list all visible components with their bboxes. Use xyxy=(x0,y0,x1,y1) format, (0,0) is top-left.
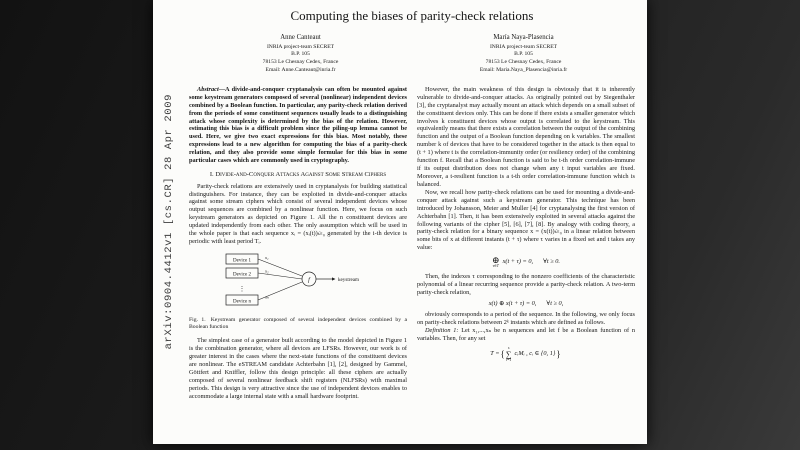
equation-body: x(t + τ) = 0, xyxy=(502,258,534,266)
body-paragraph: Then, the indexes τ corresponding to the nonzero coefficients of the characteristic polynomial of a linear recurring sequence provide a parity-check relation. A two-term parity-check relation, xyxy=(417,272,635,296)
keystream-label: keystream xyxy=(338,276,359,283)
body-paragraph: However, the main weakness of this design is obviously that it is inherently vulnerable to divide-and-conquer attacks. As originally pointed out by Siegenthaler [3], the cryptanalyst may actually mount an attack which depends on a small subset of the constituent devices only. This can be done if there exists a smaller generator which involves k constituent devices whose output is correlated to the keystream. This equivalently means that there exists a correlation between the output of the combining function and the output of a Boolean function depending on k variables. The smallest number k of devices that have to be considered together in the attack is then equal to (t + 1) where t is the correlation-immunity order (or resiliency order) of the combining function f. Recall that a Boolean function is said to be t-th order correlation-immune if its output distribution does not change when any t input variables are fixed. Moreover, a t-resilient function is a t-th order correlation-immune function which is balanced. xyxy=(417,85,635,188)
signal-label: x₂ xyxy=(265,268,269,274)
equation-2 xyxy=(417,301,635,307)
big-xor-operator: ⊕ τ∈T xyxy=(492,255,500,269)
signal-label: xₙ xyxy=(265,294,269,300)
author-block-1 xyxy=(189,33,412,75)
figure-1-diagram xyxy=(189,253,407,312)
author-email: Email: Anne.Canteaut@inria.fr xyxy=(265,67,336,73)
keystream-generator-diagram xyxy=(222,253,374,309)
paper-title: Computing the biases of parity-check relations xyxy=(290,8,534,23)
author-block-2 xyxy=(412,33,635,75)
abstract-text: A divide-and-conquer cryptanalysis can often be mounted against some keystream generators composed of several (nonlinear) independent devices combined by a Boolean function. In particular, any parity-check relation derived from the periods of some constituent sequences usually leads to a distinguishing attack whose complexity is determined by the bias of the relation. However, estimating this bias is a difficult problem since the piling-up lemma cannot be used. Here, we give two exact expressions for this bias. Most notably, these expressions lead to a new algorithm for computing the bias of a parity-check relation, and they also provide some simple formulae for this bias in some particular cases which are commonly used in cryptography. xyxy=(189,85,407,165)
figure-1-caption xyxy=(189,317,407,331)
device-label: Device n xyxy=(233,299,251,305)
author-name: Anne Canteaut xyxy=(280,34,321,41)
equation-lhs: T = xyxy=(490,350,500,358)
author-affiliation-line: 78153 Le Chesnay Cedex, France xyxy=(485,59,562,66)
two-column-body xyxy=(189,86,635,401)
sum-operator: s ∑ i=1 xyxy=(505,345,512,362)
equation-quantifier: ∀t ≥ 0. xyxy=(543,258,560,266)
equation-body: cᵢMᵢ , cᵢ ∈ {0, 1} xyxy=(514,350,556,358)
author-name: María Naya-Plasencia xyxy=(493,34,554,41)
body-paragraph: Parity-check relations are extensively used in cryptanalysis for building statistical distinguishers. For instance, they can be exploited in divide-and-conquer attacks against some stream ciphers which consist of several independent devices whose output sequences are combined by a nonlinear function. Here, we focus on such keystream generators as depicted on Figure 1. All the n constituent devices are updated independently from each other. The only assumption which will be used in the whole paper is that each sequence xᵢ = (xᵢ(t))ₜ≥₀ generated by the i-th device is periodic with least period Tᵢ. xyxy=(189,182,407,246)
paper-page xyxy=(153,0,647,444)
right-column xyxy=(417,86,635,367)
section-1-heading: I. Divide-and-Conquer Attacks Against Some Stream Ciphers xyxy=(209,171,387,179)
signal-label: x₁ xyxy=(265,254,269,260)
author-affiliation-line: INRIA project-team SECRET xyxy=(489,43,558,50)
close-brace: } xyxy=(556,349,561,360)
device-label: Device 1 xyxy=(233,258,251,264)
body-paragraph: obviously corresponds to a period of the sequence. In the following, we only focus on parity-check relations between 2ᵏ instants which are defined as follows. xyxy=(417,311,635,326)
combiner-function-label: f xyxy=(308,276,310,284)
definition-label: Definition 1: xyxy=(425,326,462,334)
author-email: Email: Maria.Naya_Plasencia@inria.fr xyxy=(479,67,568,73)
author-blocks xyxy=(189,33,635,75)
definition-paragraph xyxy=(417,327,635,343)
figure-caption-text: Keystream generator composed of several independent devices combined by a Boolean function xyxy=(189,316,407,331)
open-brace: { xyxy=(500,349,505,360)
body-paragraph: Now, we recall how parity-check relations can be used for mounting a divide-and-conquer attack against such a keystream generator. This technique has been introduced by Johansson, Meier and Muller [4] for cryptanalysing the first version of Achterbahn [1]. Then, it has been extensively exploited in several attacks against the following variants of the cipher [5], [6], [7], [8]. By analogy with coding theory, a parity-check relation for a binary sequence x = (x(t))ₜ≥₀ in a linear relation between some bits of x at different instants (t + τ) where τ varies in a fixed set and t takes any value: xyxy=(417,188,635,252)
left-column xyxy=(189,86,407,401)
author-affiliation-line: INRIA project-team SECRET xyxy=(266,43,335,50)
signal-line xyxy=(258,273,302,279)
author-affiliation-line: B.P. 105 xyxy=(514,51,533,58)
abstract-label: Abstract— xyxy=(197,85,225,93)
equation-quantifier: ∀t ≥ 0, xyxy=(546,299,564,307)
arxiv-margin-strip xyxy=(153,0,185,444)
body-paragraph: The simplest case of a generator built according to the model depicted in Figure 1 is the combination generator, where all devices are LFSRs. However, our work is of greater interest in the cases where the next-state functions of the constituent devices are nonlinear. The eSTREAM candidate Achterbahn [1], [2], designed by Gammel, Göttfert and Kniffler, follow this design principle: all these ciphers are actually composed of several nonlinear feedback shift registers (NLFSRs) with maximal periods. This design is very attractive since the use of independent devices enables to accommodate a large internal state with a small hardware footprint. xyxy=(189,337,407,400)
author-affiliation-line: B.P. 105 xyxy=(291,51,310,58)
vertical-ellipsis: ⋮ xyxy=(239,286,245,293)
arxiv-stamp: arXiv:0904.4412v1 [cs.CR] 28 Apr 2009 xyxy=(163,94,175,350)
author-affiliation-line: 78153 Le Chesnay Cedex, France xyxy=(262,59,339,66)
output-arrowhead xyxy=(332,277,336,280)
device-label: Device 2 xyxy=(233,272,251,278)
equation-3 xyxy=(417,347,635,363)
equation-1 xyxy=(417,256,635,269)
equation-body: x(t) ⊕ x(t + τ) = 0, xyxy=(488,299,537,307)
paper-content xyxy=(189,0,635,401)
abstract xyxy=(189,86,407,165)
figure-caption-tag: Fig. 1. xyxy=(189,316,206,323)
definition-text: Let x₁,...,xₙ be n sequences and let f be a Boolean function of n variables. Then, for any set xyxy=(417,326,635,342)
